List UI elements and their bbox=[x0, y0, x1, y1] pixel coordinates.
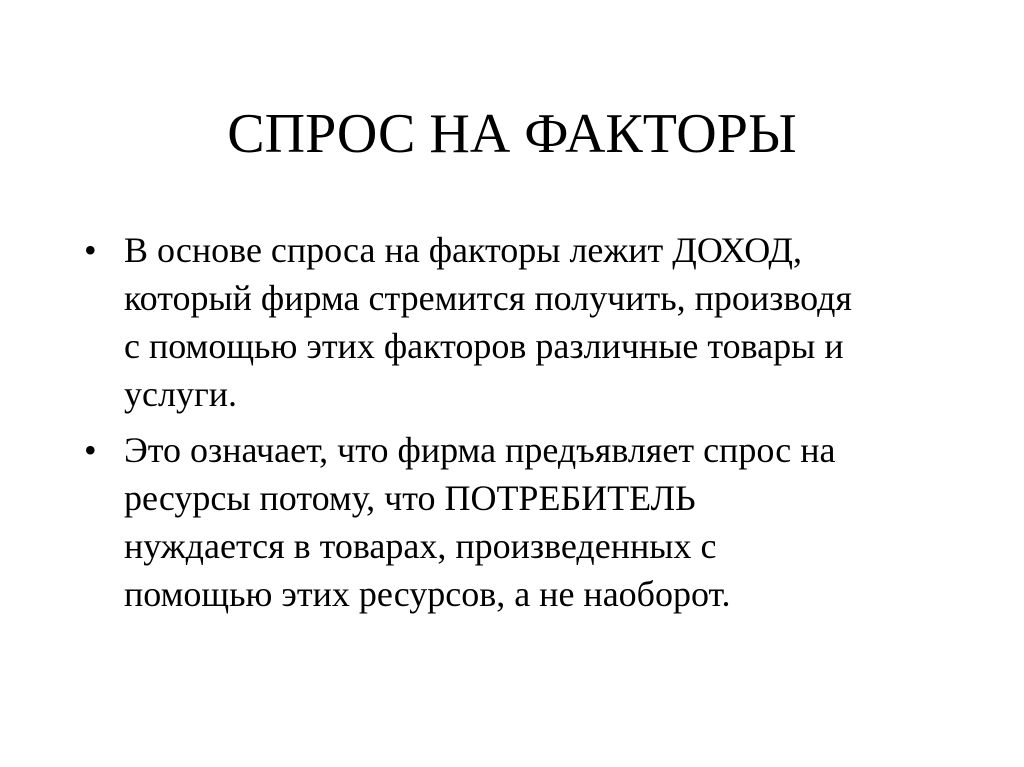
bullet-1-line-1: В основе спроса на факторы лежит ДОХОД, bbox=[124, 230, 802, 270]
bullet-item-1 bbox=[84, 226, 964, 418]
bullet-2-line-3: нуждается в товарах, произведенных с bbox=[124, 526, 717, 566]
slide-title: СПРОС НА ФАКТОРЫ bbox=[227, 103, 797, 165]
bullet-1-line-4: услуги. bbox=[124, 374, 237, 414]
bullet-1-line-3: с помощью этих факторов различные товары и bbox=[124, 326, 844, 366]
bullet-1-line-2: который фирма стремится получить, производя bbox=[124, 278, 852, 318]
bullet-2-line-1: Это означает, что фирма предъявляет спрос на bbox=[124, 430, 836, 470]
bullet-list bbox=[84, 226, 964, 626]
bullet-icon: • bbox=[84, 230, 97, 270]
bullet-2-line-2: ресурсы потому, что ПОТРЕБИТЕЛЬ bbox=[124, 478, 696, 518]
bullet-icon: • bbox=[84, 430, 97, 470]
bullet-2-line-4: помощью этих ресурсов, а не наоборот. bbox=[124, 574, 731, 614]
bullet-item-2 bbox=[84, 426, 964, 618]
